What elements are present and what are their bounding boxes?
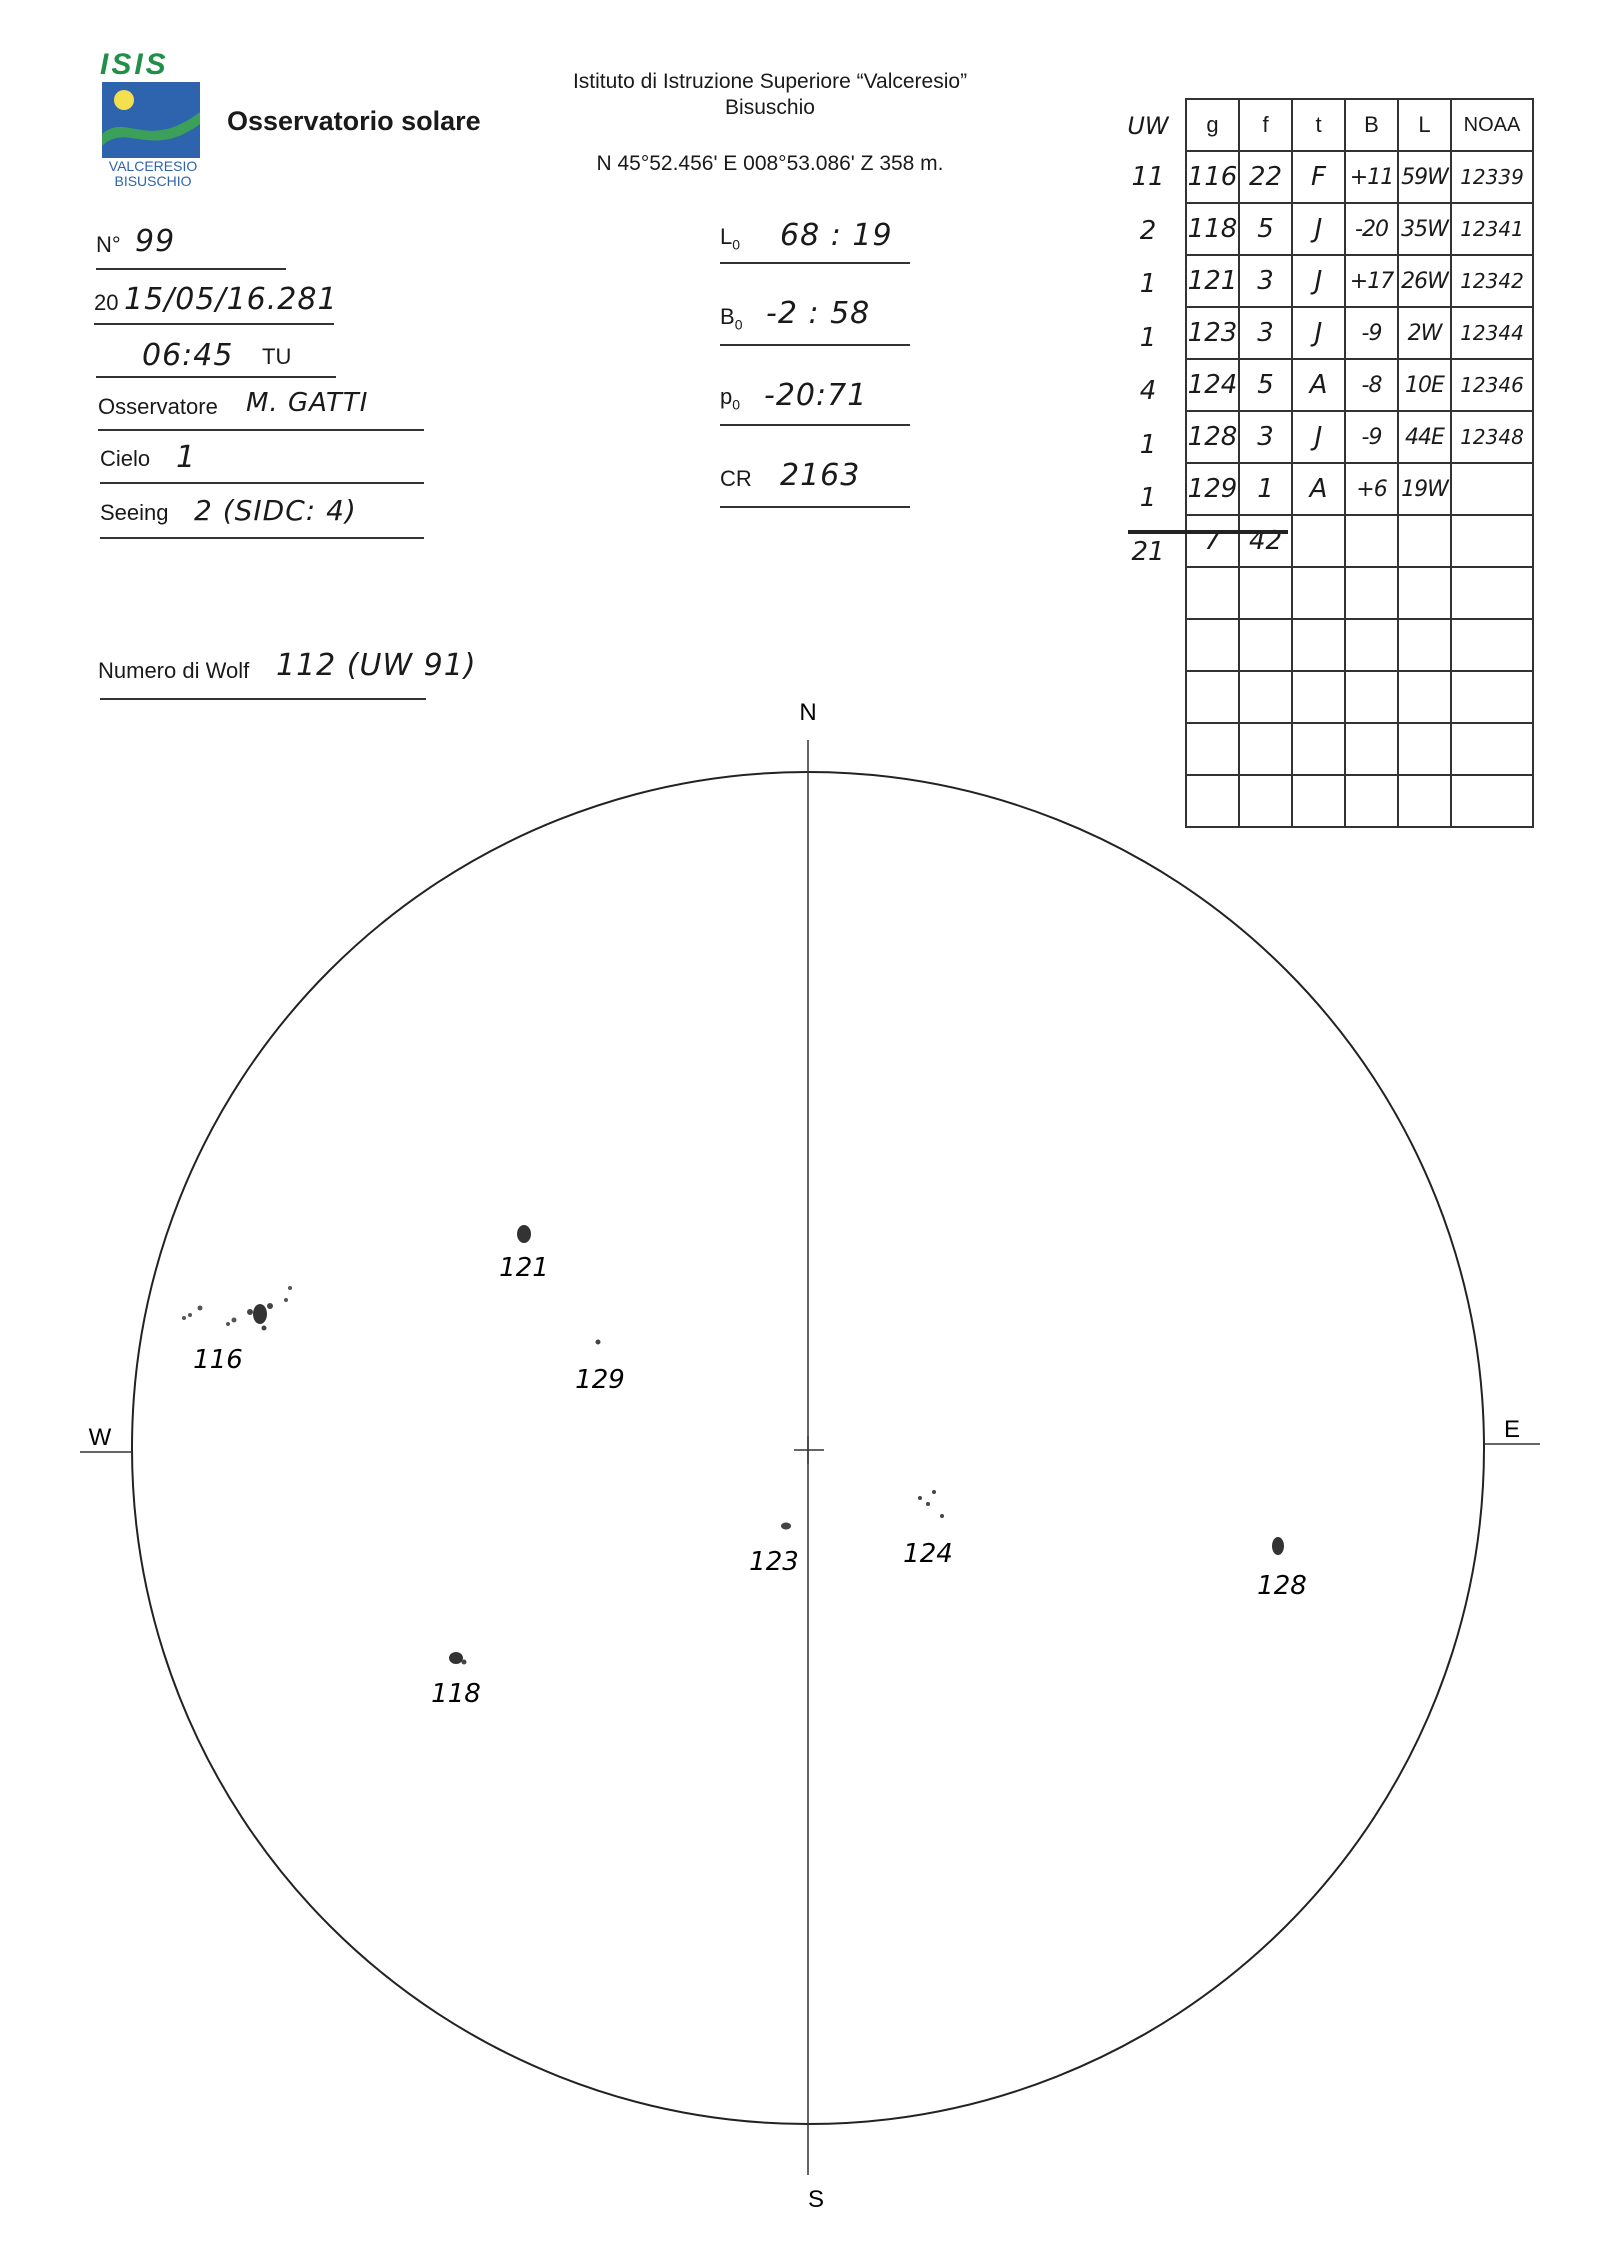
cell-t: F (1292, 151, 1345, 203)
cell-g: 118 (1186, 203, 1239, 255)
header-g: g (1186, 99, 1239, 151)
uw-value: 11 (1131, 162, 1165, 192)
uw-value: 1 (1139, 429, 1157, 460)
cell-noaa: 12342 (1451, 255, 1533, 307)
cell-l: 44E (1398, 411, 1451, 463)
group-label-128: 128 (1257, 1571, 1307, 1601)
L0-label: $L_0$ (720, 224, 741, 253)
time-unit: TU (262, 344, 292, 369)
header-noaa: NOAA (1451, 99, 1533, 151)
institute-town: Bisuschio (725, 96, 815, 119)
cell-t: A (1292, 463, 1345, 515)
wolf-label: Numero di Wolf (98, 658, 250, 683)
cell-g: 116 (1186, 151, 1239, 203)
sunspot-group-121 (517, 1225, 531, 1243)
uw-value: 1 (1139, 269, 1157, 299)
uw-value: 4 (1139, 376, 1157, 406)
date-prefix: 20 (94, 290, 119, 315)
cell-l: 26W (1398, 255, 1451, 307)
total-g: 7 (1186, 515, 1239, 567)
cell-noaa: 12339 (1451, 151, 1533, 203)
uw-value: 2 (1139, 215, 1157, 246)
sunspot-group-116 (182, 1286, 292, 1331)
cell-f: 22 (1239, 151, 1292, 203)
uw-total: 21 (1131, 536, 1165, 567)
observatory-coordinates: N 45°52.456' E 008°53.086' Z 358 m. (596, 152, 944, 175)
sunspot-group-123 (781, 1523, 791, 1530)
cell-f: 1 (1239, 463, 1292, 515)
seeing-value: 2 (SIDC: 4) (194, 494, 357, 527)
cell-l: 2W (1398, 307, 1451, 359)
uw-value: 1 (1139, 322, 1157, 353)
cell-b: +6 (1345, 463, 1398, 515)
south-label: S (807, 2186, 825, 2213)
header-t: t (1292, 99, 1345, 151)
sunspot-group-118 (449, 1652, 467, 1665)
group-label-129: 129 (575, 1365, 625, 1395)
institute-name: Istituto di Istruzione Superiore “Valceresio” (572, 70, 968, 93)
group-label-124: 124 (903, 1539, 953, 1569)
total-f: 42 (1239, 515, 1292, 567)
cell-t: J (1292, 255, 1345, 307)
cell-b: +17 (1345, 255, 1398, 307)
number-value: 99 (135, 224, 176, 259)
cell-g: 121 (1186, 255, 1239, 307)
logo-wordmark: ISIS (100, 48, 169, 81)
sunspot-group-128 (1272, 1537, 1284, 1555)
cell-g: 129 (1186, 463, 1239, 515)
cell-g: 128 (1186, 411, 1239, 463)
uw-header: UW (1127, 112, 1169, 140)
east-label: E (1503, 1416, 1521, 1443)
P0-label: $p_0$ (720, 384, 741, 413)
B0-value: -2 : 58 (766, 296, 871, 331)
header-B: B (1345, 99, 1398, 151)
group-label-121: 121 (499, 1253, 549, 1283)
cell-b: -9 (1345, 307, 1398, 359)
CR-value: 2163 (780, 458, 861, 493)
cell-t: J (1292, 203, 1345, 255)
seeing-label: Seeing (100, 500, 169, 525)
cell-l: 59W (1398, 151, 1451, 203)
cell-f: 5 (1239, 359, 1292, 411)
cell-t: J (1292, 307, 1345, 359)
north-label: N (799, 699, 817, 726)
cell-noaa: 12348 (1451, 411, 1533, 463)
cell-g: 124 (1186, 359, 1239, 411)
sunspot-group-129 (596, 1340, 601, 1345)
B0-label: $B_0$ (720, 304, 743, 333)
cell-g: 123 (1186, 307, 1239, 359)
cell-l: 19W (1398, 463, 1451, 515)
logo-subtitle-2: BISUSCHIO (114, 173, 192, 189)
observer-label: Osservatore (98, 394, 218, 419)
cell-t: A (1292, 359, 1345, 411)
cell-noaa: 12341 (1451, 203, 1533, 255)
number-label: N° (96, 232, 121, 257)
group-label-123: 123 (749, 1547, 799, 1577)
header-L: L (1398, 99, 1451, 151)
cell-f: 3 (1239, 307, 1292, 359)
wolf-value: 112 (UW 91) (276, 648, 477, 683)
L0-value: 68 : 19 (780, 218, 893, 253)
group-label-116: 116 (193, 1345, 243, 1375)
cell-noaa: 12344 (1451, 307, 1533, 359)
cell-b: -9 (1345, 411, 1398, 463)
cell-t: J (1292, 411, 1345, 463)
cell-f: 5 (1239, 203, 1292, 255)
cell-f: 3 (1239, 255, 1292, 307)
observer-value: M. GATTI (246, 388, 369, 418)
logo-subtitle-1: VALCERESIO (108, 158, 198, 174)
time-value: 06:45 (142, 338, 234, 373)
P0-value: -20:71 (764, 378, 868, 413)
sunspot-group-124 (918, 1490, 944, 1518)
west-label: W (88, 1424, 112, 1451)
sky-label: Cielo (100, 446, 151, 471)
cell-f: 3 (1239, 411, 1292, 463)
sky-value: 1 (176, 440, 197, 475)
cell-noaa: 12346 (1451, 359, 1533, 411)
cell-b: -8 (1345, 359, 1398, 411)
header-f: f (1239, 99, 1292, 151)
cell-b: +11 (1345, 151, 1398, 203)
cell-l: 35W (1398, 203, 1451, 255)
uw-value: 1 (1139, 483, 1157, 513)
page-title: Osservatorio solare (227, 106, 481, 136)
cell-l: 10E (1398, 359, 1451, 411)
date-value: 15/05/16.281 (124, 282, 338, 317)
CR-label: CR (720, 466, 752, 491)
group-label-118: 118 (431, 1679, 481, 1709)
cell-b: -20 (1345, 203, 1398, 255)
